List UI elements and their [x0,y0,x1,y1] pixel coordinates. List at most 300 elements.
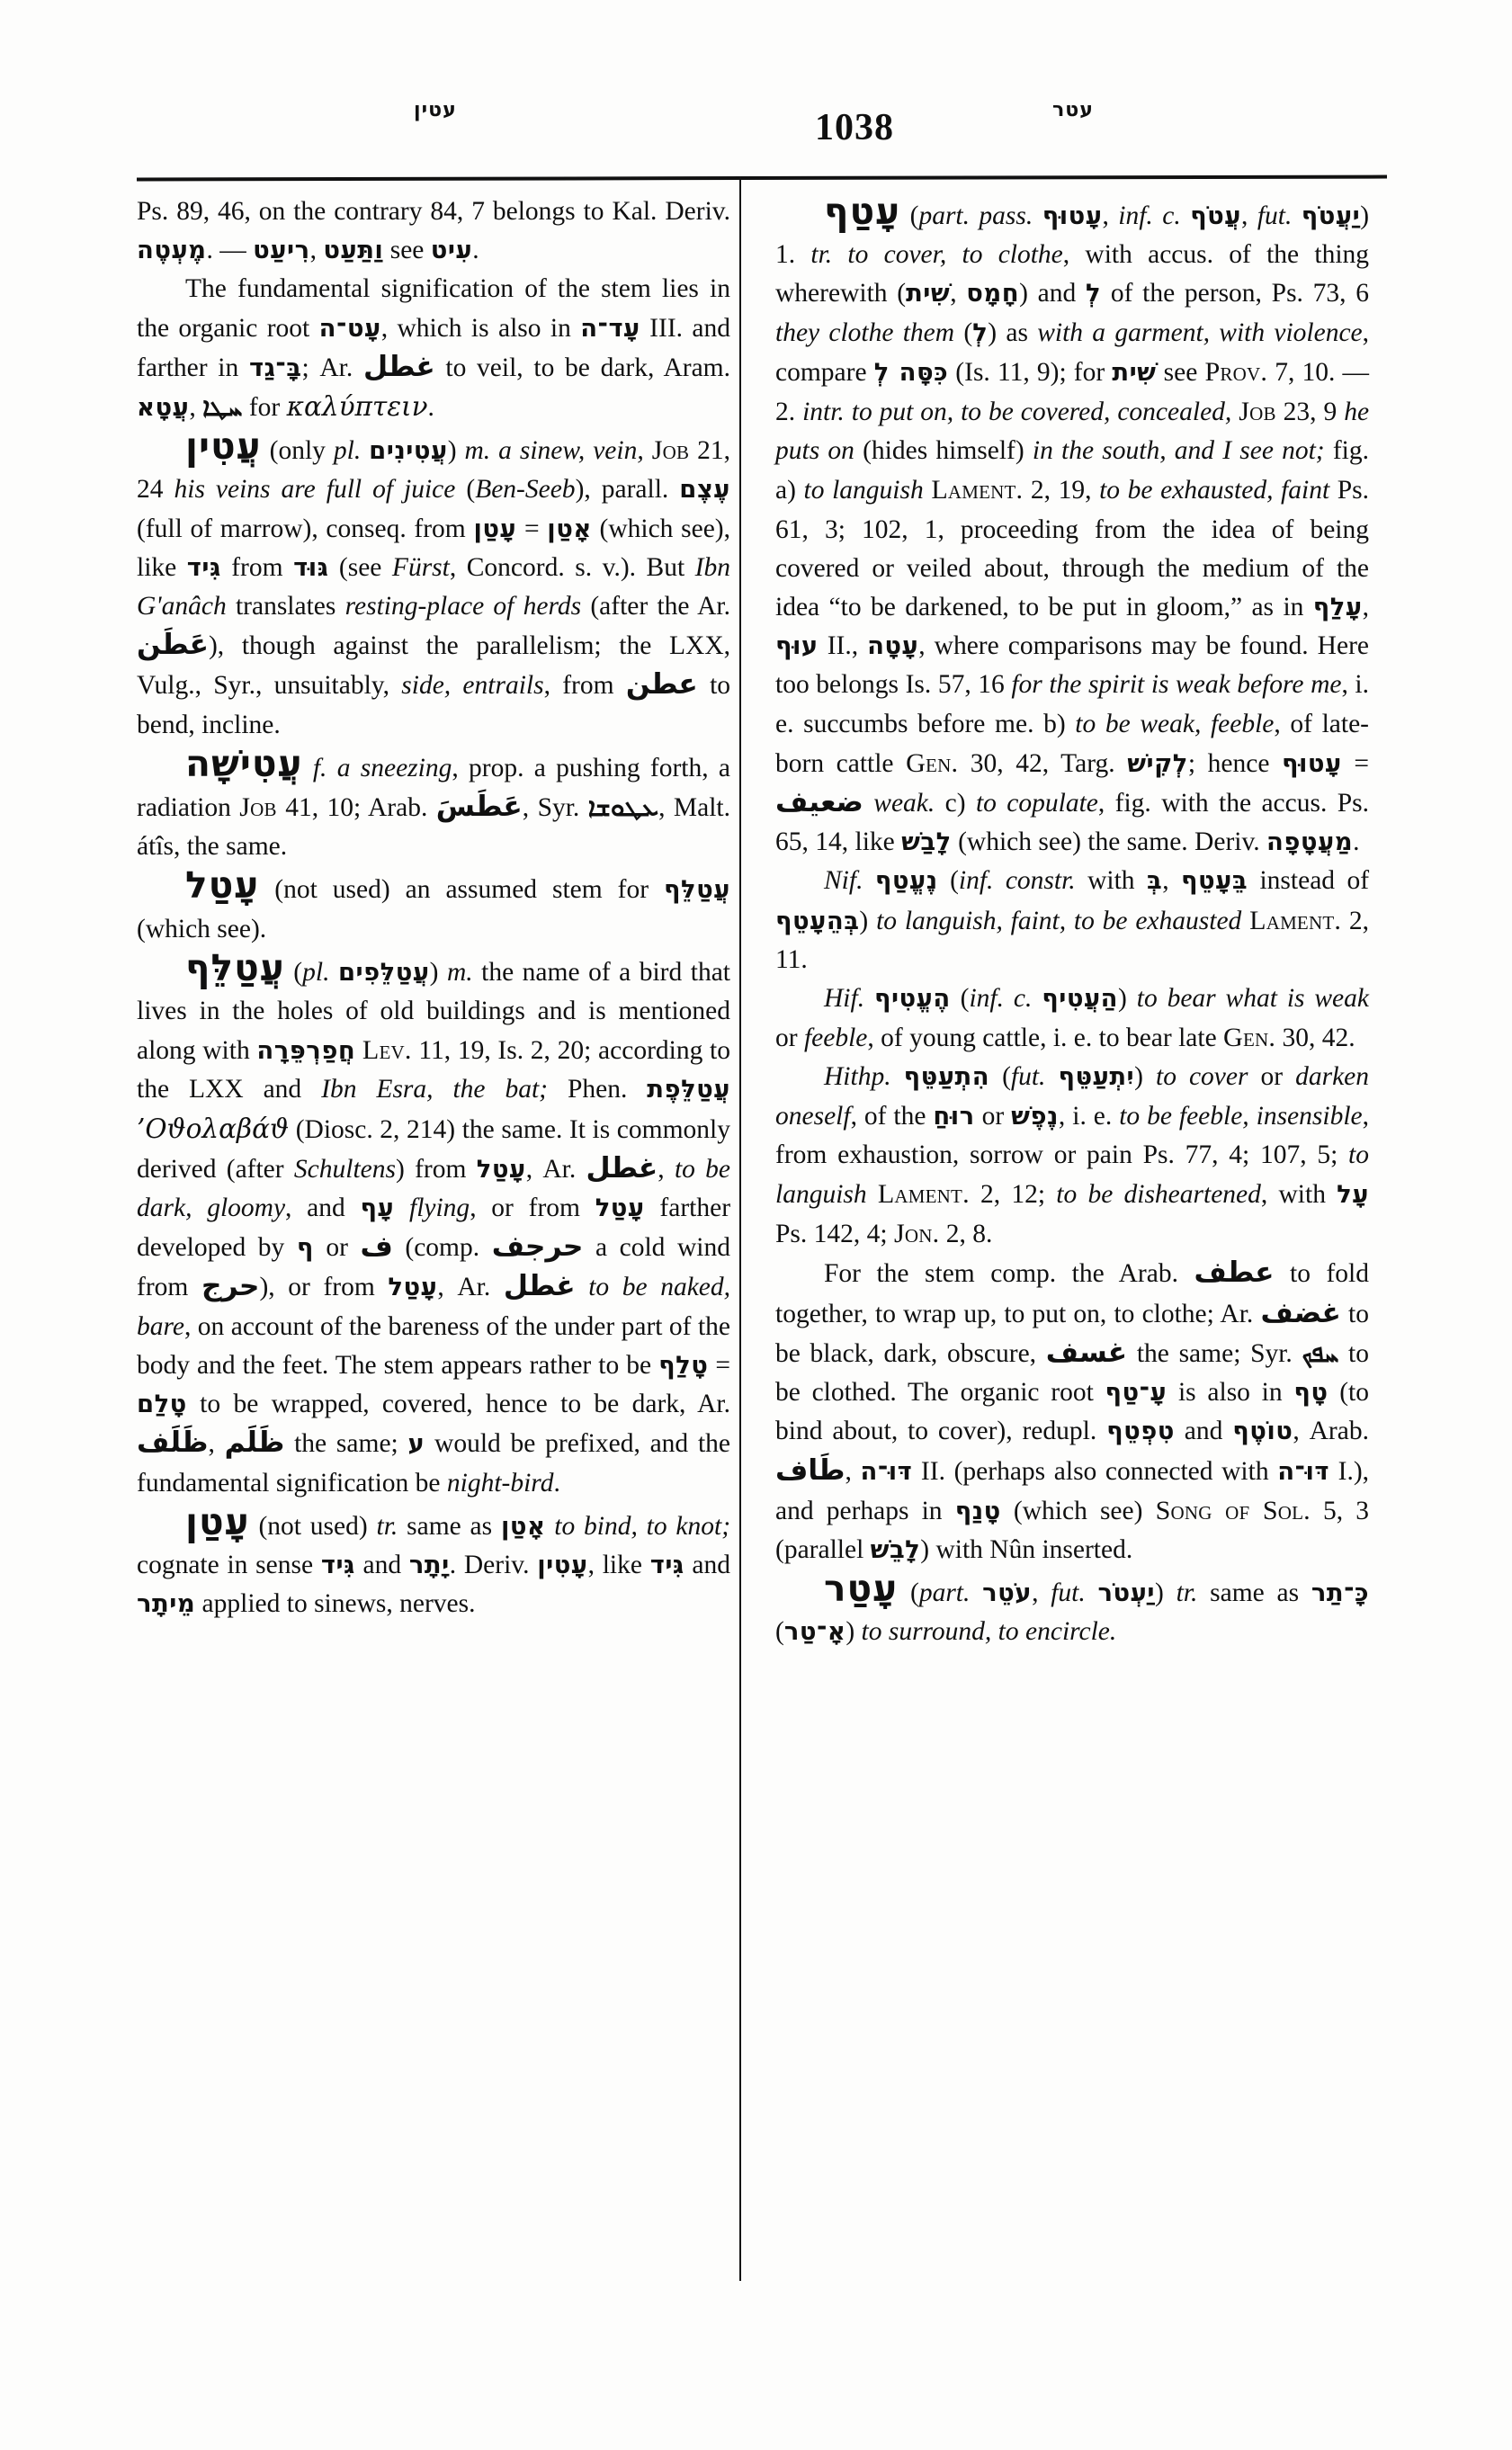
hebrew-run: לְקִישׁ [1127,749,1188,778]
text-run [394,1194,409,1222]
entry-atin [137,427,730,745]
hebrew-run: יַעֲטֹף [1301,202,1361,230]
hebrew-run: עָ־טַף [1105,1379,1168,1408]
hebrew-run: בָּ־גַד [248,353,302,382]
hebrew-run: הַעֲטִיף [1042,985,1119,1014]
hebrew-run: טִפְטֵף [1106,1417,1175,1446]
arabic-run: ضعيف [775,786,863,819]
text-run: the same; Syr. [1127,1338,1302,1368]
text-run: , prop. a pushing forth, a radiation [137,753,731,823]
italic-run: weak. [873,789,935,818]
arabic-run: غطل [586,1151,658,1185]
hebrew-lemma: עָטַף [824,190,901,233]
text-run: to be black, dark, obscure, [775,1299,1370,1368]
text-run: would be prefixed, and the fundamental signification be [137,1429,730,1498]
hebrew-run: עָטַל [388,1274,438,1302]
arabic-run: غطل [362,350,435,383]
hebrew-run: בְּ [1146,867,1163,896]
hebrew-run: ע [407,1430,425,1459]
text-run: , and [285,1194,361,1223]
hebrew-run: טָלַם [137,1390,187,1419]
text-run: ; Ar. [301,353,363,382]
text-run: of the person, Ps. 73, 6 [1101,279,1370,308]
italic-run: to languish, faint, to be exhausted [876,906,1242,935]
hebrew-run: עָטַל [595,1194,645,1223]
text-run: , fig. with the accus. Ps. 65, 14, like [775,789,1370,857]
text-run: 21, 24 [137,436,731,505]
hebrew-run: חָמָס [966,280,1020,308]
italic-run: to cover [1156,1062,1248,1092]
text-run [863,866,874,895]
italic-run: fut. [1051,1578,1086,1608]
text-run [1086,1578,1098,1607]
text-run: same as [1197,1578,1311,1608]
arabic-run: حرجف [491,1230,584,1264]
text-run: ( [455,475,476,505]
italic-run: to surround, to encircle. [861,1617,1117,1647]
hebrew-run: לָבֵשׁ [870,1535,921,1564]
text-run: (which see). [137,914,267,943]
text-run: 11, 19, Is. 2, 20; according to the LXX and [137,1036,730,1104]
smallcaps-run: Job [651,434,690,466]
text-run: ) [859,906,877,935]
hebrew-run: הִתְעַטֵּף [903,1063,990,1092]
italic-run: m. a sinew, vein, [464,436,644,466]
text-run: ) [1134,1062,1156,1092]
text-run: , [189,393,203,423]
running-head [135,101,1394,173]
text-run: , Ar. [525,1154,586,1184]
hebrew-run: עָט־ה [318,314,381,343]
text-run: , Concord. s. v.). But [449,552,695,582]
hebrew-run: עָטַן [473,514,517,543]
hebrew-run: וַתַּעַט [323,237,384,265]
text-run: 30, 42. [1275,1024,1355,1053]
italic-run: inf. c. [1118,201,1181,230]
smallcaps-run: Jon. [893,1218,940,1249]
text-run: and [684,1550,731,1579]
italic-run: to be weak, feeble [1075,709,1275,738]
smallcaps-run: Gen. [1223,1022,1276,1053]
text-run: , [1362,593,1369,622]
text-run [361,436,369,465]
text-run: , [845,1456,861,1486]
italic-run: Schultens [293,1154,396,1184]
text-run: ( [898,1578,919,1608]
text-run [970,1578,982,1607]
text-run: . [1353,827,1360,857]
text-run: to bend, incline. [137,671,731,739]
text-run: (which see), like [137,514,730,582]
text-run: and [354,1550,409,1579]
arabic-run: ظَلَم [224,1426,285,1460]
italic-run: to bind, to knot; [554,1511,731,1541]
text-run: see [1156,357,1205,387]
smallcaps-run: Song of Sol. [1155,1494,1311,1525]
italic-run: Ibn G'anâch [137,552,730,621]
text-run: , on account of the bareness of the under part of the body and the feet. The stem appears rather to be [137,1311,730,1380]
text-run: , [309,236,324,265]
text-run: or [313,1233,361,1263]
hebrew-lemma: עָטַר [824,1567,899,1611]
text-run: (which see) the same. Deriv. [951,827,1267,857]
text-run: ) from [395,1154,477,1184]
italic-run: to be naked, bare [137,1273,731,1341]
text-run: 2, 12; [969,1180,1057,1210]
italic-run: f. a sneezing [312,753,452,782]
text-run: (not used) [249,1511,377,1541]
hebrew-run: ף [296,1234,314,1263]
column-divider [739,176,741,2281]
text-run: . Deriv. [449,1550,538,1579]
hebrew-run: עָטִין [537,1551,588,1579]
text-run: , i. e. [1058,1101,1120,1131]
hebrew-run: יִתְעַטֵּף [1058,1063,1135,1092]
text-run: ), or from [259,1273,389,1302]
text-run: 2, 19, [1023,476,1100,505]
text-run: to fold together, to wrap up, to put on, to clothe; Ar. [775,1259,1369,1328]
hebrew-run: עֶצֶם [679,476,730,505]
hebrew-run: מֶעְטֶה [137,237,207,265]
text-run: , with [1260,1180,1338,1210]
text-run: III. and farther in [137,313,730,382]
text-run: ( [954,317,973,347]
hebrew-run: אָ־טַר [783,1618,846,1647]
text-run: 5, 3 (parallel [775,1496,1370,1564]
arabic-run: طَاف [775,1453,845,1487]
hebrew-run: גּוּד [293,553,329,582]
hebrew-run: עֲטִינִים [369,437,448,466]
text-run: c) [935,789,976,818]
hebrew-run: עָטוּף [1042,202,1103,230]
hebrew-run: עָטָה [867,632,919,661]
entry-atar [775,1569,1369,1651]
text-run: , [950,279,967,308]
left-column [137,192,730,1623]
text-run: 2, 8. [939,1220,993,1249]
italic-run: to copulate [975,789,1098,818]
text-run: Ps. 61, 3; 102, 1, proceeding from the idea of being covered or veiled about, through the medium of the idea “to be darkened, to be put in gloom,” as in [775,476,1370,622]
text-run: = [1341,748,1370,778]
italic-run: side, entrails [401,671,544,701]
hebrew-run: עָל [1337,1181,1369,1210]
text-run [1033,201,1042,230]
hebrew-run: כִּסָּה לְ [873,358,949,387]
text-run: , or from [470,1194,595,1223]
text-run: with [1075,866,1147,896]
text-run: is also in [1167,1378,1294,1408]
italic-run: feeble [803,1024,868,1053]
syriac-run: ܚܛܐ [202,392,243,423]
italic-run: to languish [803,476,924,505]
text-run: ), parall. [575,475,680,505]
italic-run: tr. [376,1511,398,1541]
text-run [891,1062,904,1091]
text-run: (only [261,436,334,466]
italic-run: fut. [1257,201,1293,230]
hebrew-run: טָלַף [658,1351,709,1380]
text-run: , where comparisons may be found. Here too belongs Is. 57, 16 [775,631,1369,700]
text-run: same as [398,1511,501,1541]
text-run: 30, 42, Targ. [958,748,1128,778]
text-run: ) with Nûn inserted. [920,1534,1133,1564]
italic-run: tr. to cover, to clothe [810,240,1063,270]
hebrew-run: חֲפַרְפֵּרָה [256,1037,356,1066]
entry-atal [137,863,730,948]
text-run: (to bind about, to cover), redupl. [775,1378,1369,1446]
smallcaps-run: Lament. [1249,904,1342,935]
hebrew-run: עֹטֵר [982,1579,1033,1608]
text-run: (hides himself) [854,436,1033,466]
text-run: ( [989,1062,1011,1092]
italic-run: inf. constr. [958,866,1076,896]
text-run [867,1180,878,1209]
text-run: cognate in sense [137,1550,321,1579]
entry-ataph [775,192,1369,862]
text-run: (Is. 11, 9); for [948,357,1113,387]
hebrew-run: לְ [1086,280,1102,308]
text-run: . [427,393,434,423]
italic-run: he puts on [775,398,1370,466]
italic-run: to be dark, gloomy [137,1154,731,1223]
text-run: to be clothed. The organic root [775,1338,1369,1408]
italic-run: Hif. [824,984,865,1014]
text-run [545,1512,554,1541]
text-run: . [553,1468,560,1498]
text-run: , Syr. [522,793,588,823]
header-rule [137,175,1387,182]
italic-run: to be feeble, insensible [1119,1101,1363,1131]
text-run: ), though against the parallelism; the LXX, Vulg., Syr., unsuitably, [137,631,730,701]
text-run: , Ar. [437,1273,504,1302]
smallcaps-run: Lament. [877,1178,970,1210]
text-run: from [220,552,294,582]
text-run: Phen. [548,1075,648,1104]
text-run: I.), and perhaps in [775,1456,1370,1525]
italic-run: resting-place of herds [344,592,582,621]
greek-run: καλύπτειν [286,391,428,423]
text-run: (full of marrow), conseq. from [137,514,474,543]
italic-run: to bear what is weak [1136,984,1369,1014]
hebrew-run: עָלַף [1312,594,1363,622]
arabic-run: غضف [1260,1296,1341,1329]
greek-run: ’Οϑολαβάϑ [137,1113,290,1144]
hebrew-lemma: עֲטִישָׁה [185,741,303,785]
hebrew-run: עֲטַלֵּפִים [337,958,430,987]
running-head-right-hebrew: עטר [1052,99,1094,121]
hebrew-run: גִּיד [186,553,221,582]
text-run: fig. a) [775,436,1369,505]
entry-atan [137,1499,731,1624]
italic-run: his veins are full of juice [174,475,456,505]
arabic-run: ف [360,1230,393,1264]
smallcaps-run: Job [239,791,277,823]
text-run [1292,201,1301,230]
text-run: ) as [988,317,1038,347]
arabic-run: ظَلَف [137,1426,209,1460]
arabic-run: غطل [503,1270,576,1303]
text-run: 41, 10; Arab. [276,793,436,823]
text-run: , of the [850,1101,934,1131]
text-run: Ps. 89, 46, on the contrary 84, 7 belongs to Kal. Deriv. [137,197,730,226]
text-run: , [1241,201,1257,230]
text-run: (Diosc. 2, 214) the same. It is commonly derived (after [137,1114,730,1184]
text-run: II. (perhaps also connected with [912,1456,1278,1486]
text-run: and [1174,1417,1233,1446]
p-continuation-ruth [137,192,730,270]
italic-run: part. [918,1578,971,1608]
text-run: For the stem comp. the Arab. [824,1259,1194,1289]
hebrew-run: דּוּ־ה [860,1457,913,1486]
italic-run: part. pass. [918,201,1033,230]
hebrew-lemma: עָטַל [185,863,260,908]
text-run [1181,201,1190,230]
italic-run: Fürst [391,552,450,582]
text-run: , like [587,1550,650,1579]
text-run [329,958,338,987]
text-run: , Malt. átîs, the same. [137,793,730,862]
text-run: the name of a bird that lives in the holes of old buildings and is mentioned along with [137,957,730,1066]
italic-run: darken oneself [775,1062,1370,1131]
stem-hithpael [775,1058,1369,1254]
smallcaps-run: Gen. [906,747,959,778]
text-run: , Arab. [1293,1417,1369,1446]
text-run: (comp. [392,1233,492,1263]
text-run: instead of [1248,866,1370,896]
text-run: ( [900,201,919,230]
text-run: to veil, to be dark, Aram. [434,353,730,382]
hebrew-run: אָטַן [500,1512,546,1541]
text-run: ( [284,957,303,987]
text-run: farther developed by [137,1194,731,1263]
text-run: see [383,236,431,265]
text-run: , of young cattle, i. e. to bear late [867,1024,1224,1053]
text-run: to be wrapped, covered, hence to be dark, Ar. [186,1390,730,1419]
hebrew-run: שִׁית [906,280,951,308]
italic-run: to be disheartened [1056,1180,1261,1210]
entry-atalleph [137,945,731,1503]
hebrew-run: עִיט [430,237,473,265]
hebrew-run: רִיעַט [253,237,310,265]
hebrew-run: גִּיד [320,1551,355,1579]
text-run: 7, 10. — 2. [775,357,1370,427]
text-run: the same; [284,1429,408,1459]
text-run: , of late-born cattle [775,709,1370,778]
p-fundamental-signification [137,270,730,427]
hebrew-run: יָתָר [408,1551,450,1579]
arabic-run: عَطَسَ [435,791,523,824]
hebrew-run: עֲטַלֵּפֶת [647,1076,731,1104]
text-run: ) 1. [775,201,1370,270]
text-run [1045,1062,1058,1091]
hebrew-run: דּוּ־ה [1277,1457,1329,1486]
hebrew-lemma: עֲטִין [185,425,262,469]
hebrew-run: עֲטַלֵּף [664,876,730,905]
text-run: translates [226,592,345,621]
page-number: 1038 [815,107,894,148]
text-run: , compare [775,317,1370,387]
text-run: ) [447,436,465,466]
text-run [1032,984,1042,1013]
smallcaps-run: Lev. [362,1034,412,1066]
hebrew-run: הֶעֱטִיף [873,985,951,1014]
text-run [863,789,873,818]
text-run [864,984,874,1013]
hebrew-run: כָּ־תַר [1311,1579,1370,1608]
text-run: The fundamental signification of the stem lies in the organic root [137,274,730,343]
text-run [355,1036,362,1065]
entry-atishah [137,741,731,867]
hebrew-run: בֵּעָטֵף [1181,867,1248,896]
syriac-run: ܚܦܟ [1302,1337,1339,1368]
italic-run: they clothe them [775,317,955,347]
text-run: , [1032,1578,1051,1608]
hebrew-run: עֲטָא [137,394,190,423]
text-run: Ps. 142, 4; [775,1220,894,1249]
arabic-run: حرج [201,1270,260,1303]
text-run: (see [328,552,392,582]
text-run: (which see) [1000,1496,1156,1525]
smallcaps-run: Lament. [931,474,1024,505]
arabic-run: عطن [625,668,698,702]
arabic-run: غسف [1045,1336,1128,1369]
smallcaps-run: Job [1239,396,1276,427]
text-run: = [516,514,548,543]
text-run [644,436,652,465]
hebrew-run: עָד־ה [580,314,640,343]
hebrew-run: טָנַף [954,1497,1001,1525]
hebrew-run: שִׁית [1112,358,1157,387]
hebrew-run: לָבַשׁ [901,828,952,857]
text-run: ( [775,1617,784,1647]
text-run: 23, 9 [1275,398,1345,427]
italic-run: with a garment, with violence [1037,317,1363,347]
hebrew-run: בְּהֵעָטֵף [775,907,860,935]
text-run: ) [1154,1578,1176,1608]
italic-run: tr. [1176,1578,1198,1608]
right-column [775,192,1369,1652]
hebrew-run: מֵיתָר [137,1590,196,1619]
text-run: or [775,1024,804,1053]
text-run: = [708,1350,730,1380]
syriac-run: ܥܛܘܫܐ [587,792,659,823]
arabic-run: عطف [1194,1256,1275,1290]
text-run: ( [950,984,970,1014]
text-run: , [1162,866,1181,896]
hebrew-run: טָף [1293,1379,1329,1408]
text-run: , from [543,671,626,701]
hebrew-run: עוּף [775,632,819,661]
hebrew-run: אָטַן [547,514,592,543]
hebrew-run: עָטוּף [1282,749,1342,778]
text-run: II., [818,631,868,661]
text-run: or [1248,1062,1296,1092]
hebrew-run: מַעֲטָפָה [1266,828,1354,857]
italic-run: for the spirit is weak before me [1011,670,1342,700]
running-head-left-hebrew: עטין [414,99,457,121]
text-run [576,1273,589,1301]
smallcaps-run: Prov. [1204,355,1268,387]
italic-run: Hithp. [824,1062,891,1092]
italic-run: Nif. [824,866,863,896]
hebrew-lemma: עֲטַלֵּף [185,945,285,989]
text-run: or [974,1101,1012,1131]
hebrew-run: עָטַל [476,1155,526,1184]
text-run [1241,907,1249,935]
text-run: ( [937,866,959,896]
text-run: . [472,236,479,265]
hebrew-run: נֶעֱטַף [874,867,938,896]
